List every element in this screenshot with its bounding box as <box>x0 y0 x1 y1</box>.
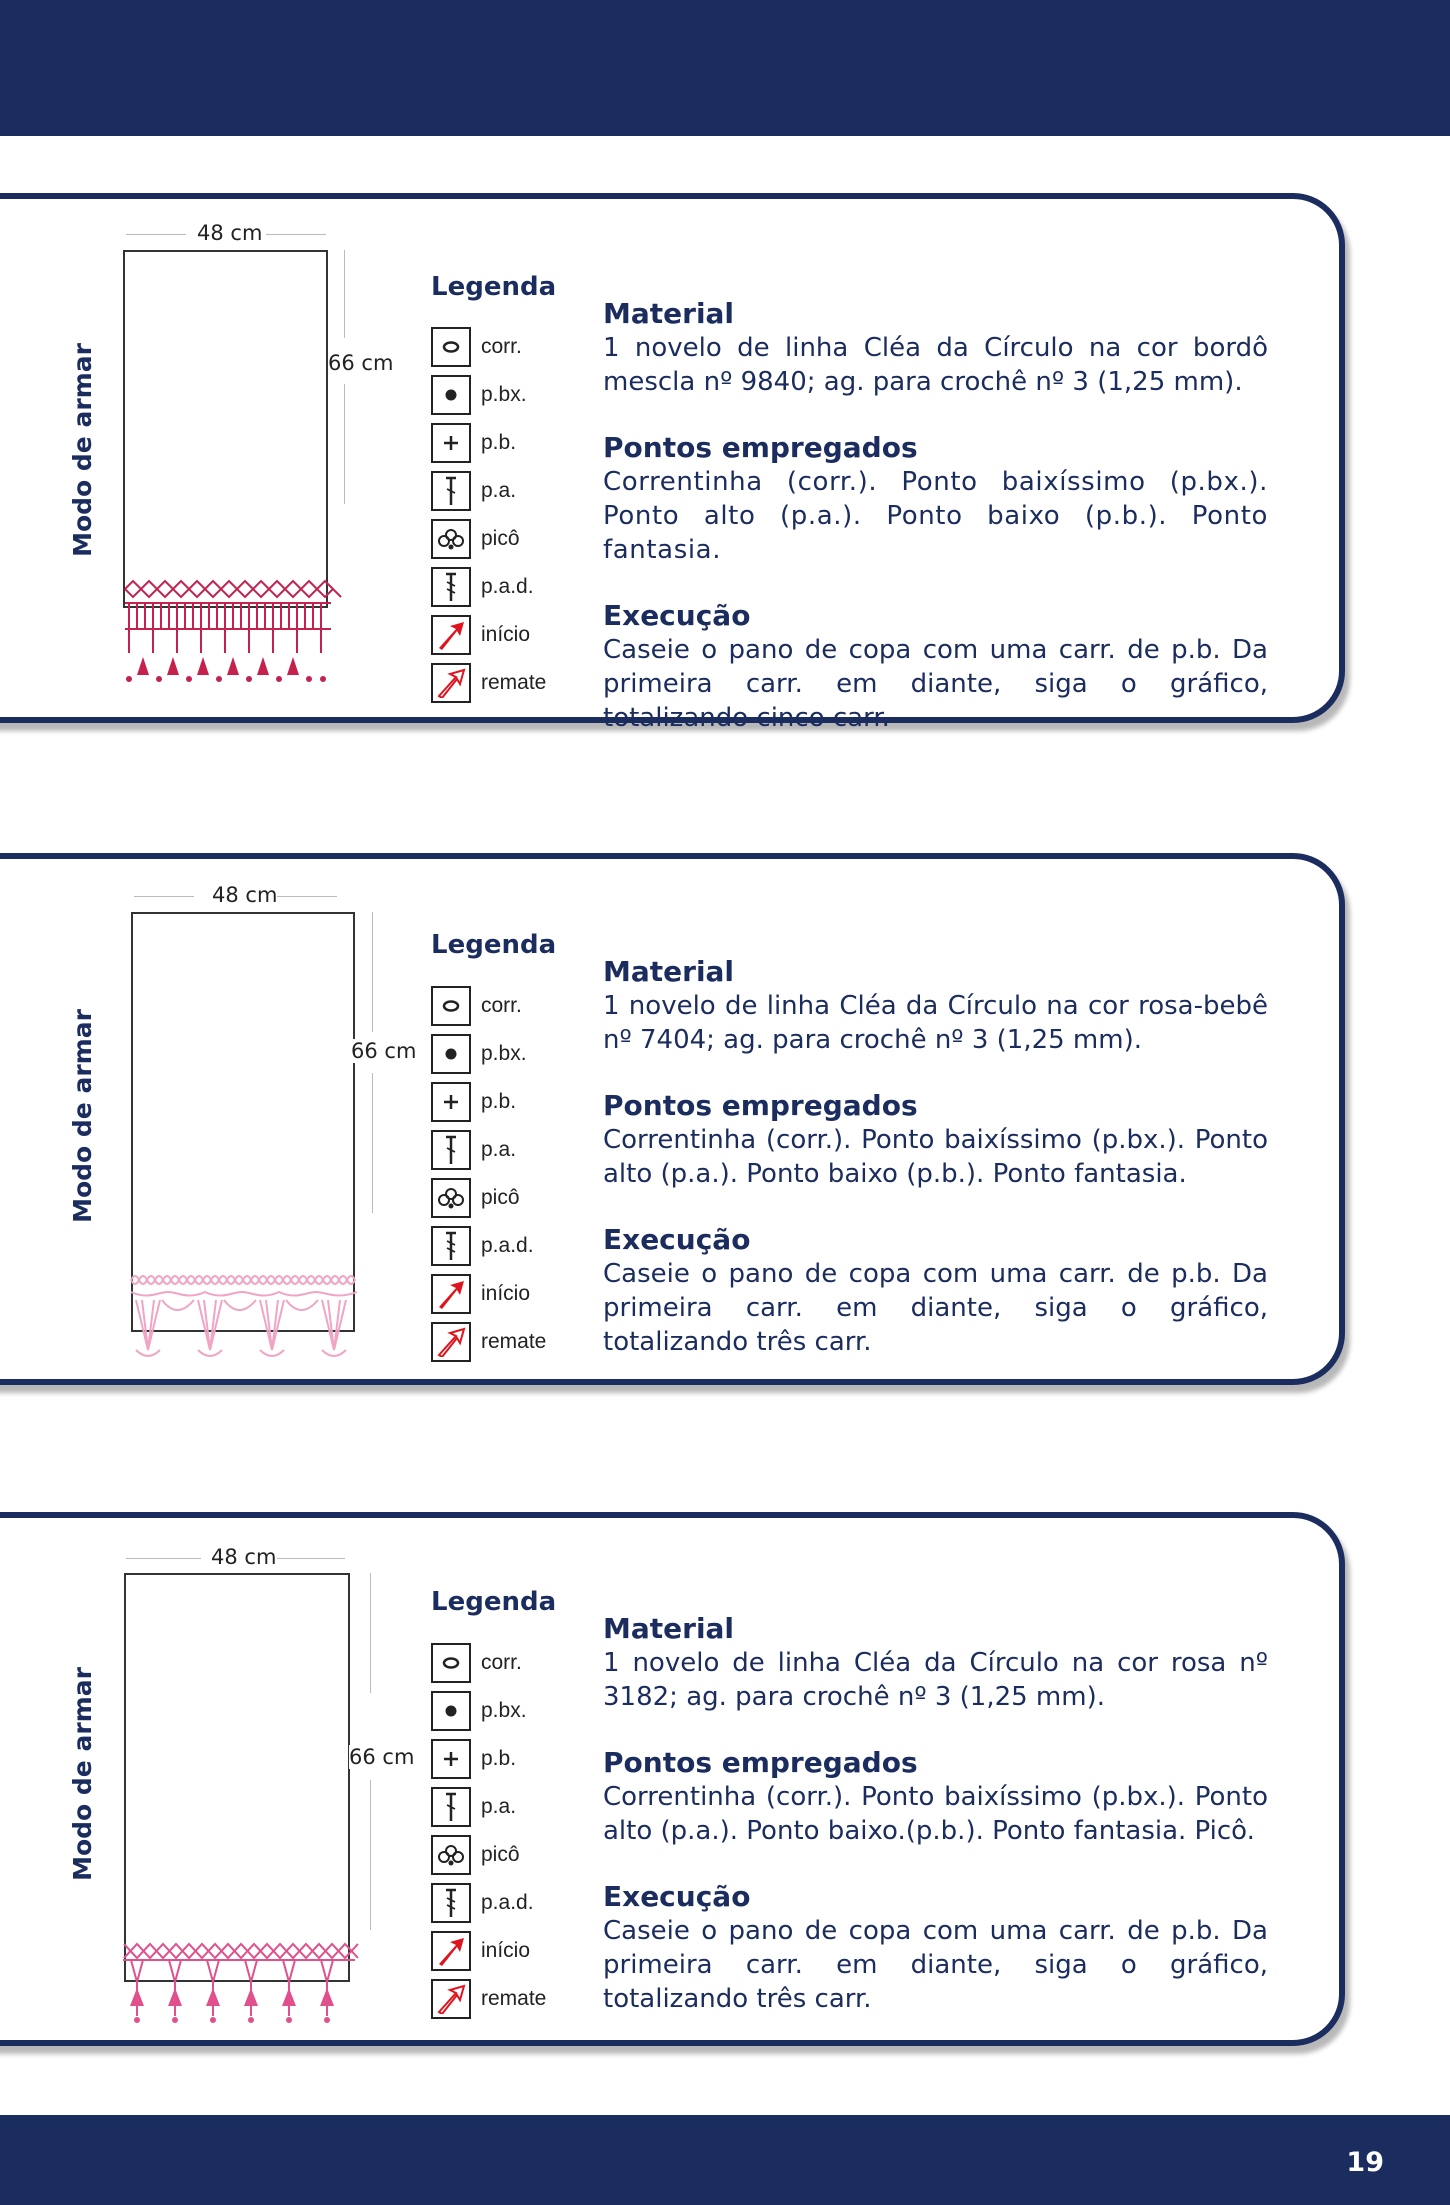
height-label: 66 cm <box>349 1745 415 1769</box>
finish-arrow-icon <box>431 1979 471 2019</box>
legend-item <box>431 982 546 1030</box>
legend-item <box>431 1078 546 1126</box>
execution-title: Execução <box>603 1880 751 1913</box>
execution-text: Caseie o pano de copa com uma carr. de p.b. Da primeira carr. em diante, siga o gráfico, totalizando cinco carr. <box>603 635 1268 733</box>
legend-label: p.b. <box>481 431 517 454</box>
legend-label: picô <box>481 527 520 550</box>
chain-stitch-icon <box>431 327 471 367</box>
legend-list <box>431 982 546 1366</box>
legend-label: remate <box>481 1987 547 2010</box>
legend-label: p.bx. <box>481 1042 527 1065</box>
legend-title: Legenda <box>431 930 557 960</box>
instructions <box>603 1612 1268 2048</box>
slip-stitch-icon <box>431 375 471 415</box>
legend-label: início <box>481 1282 531 1305</box>
crochet-edging-chart <box>123 579 333 691</box>
execution-text: Caseie o pano de copa com uma carr. de p.b. Da primeira carr. em diante, siga o gráfico, totalizando três carr. <box>603 1916 1268 2014</box>
width-label: 48 cm <box>212 883 278 907</box>
instructions <box>603 297 1268 767</box>
double-crochet-icon <box>431 1130 471 1170</box>
material-text: 1 novelo de linha Cléa da Círculo na cor bordô mescla nº 9840; ag. para crochê nº 3 (1,25 mm). <box>603 333 1268 397</box>
legend-item <box>431 515 546 563</box>
legend-item <box>431 1030 546 1078</box>
legend-title: Legenda <box>431 1587 557 1617</box>
height-label: 66 cm <box>351 1039 417 1063</box>
width-dimension-line <box>277 896 337 897</box>
material-text: 1 novelo de linha Cléa da Círculo na cor rosa nº 3182; ag. para crochê nº 3 (1,25 mm). <box>603 1648 1268 1712</box>
legend-item <box>431 323 546 371</box>
legend-item <box>431 1222 546 1270</box>
towel-outline <box>123 250 328 608</box>
page-number: 19 <box>1346 2147 1384 2178</box>
legend-label: início <box>481 1939 531 1962</box>
legend-label: corr. <box>481 1651 522 1674</box>
legend-label: p.bx. <box>481 1699 527 1722</box>
width-dimension-line <box>126 1558 201 1559</box>
slip-stitch-icon <box>431 1691 471 1731</box>
legend-label: picô <box>481 1843 520 1866</box>
treble-crochet-icon <box>431 567 471 607</box>
legend-item <box>431 1783 546 1831</box>
legend-item <box>431 1270 546 1318</box>
start-arrow-icon <box>431 1931 471 1971</box>
legend-label: p.b. <box>481 1090 517 1113</box>
height-dimension-line <box>372 1073 373 1213</box>
start-arrow-icon <box>431 1274 471 1314</box>
legend-title: Legenda <box>431 272 557 302</box>
start-arrow-icon <box>431 615 471 655</box>
legend-item <box>431 1975 546 2023</box>
legend-item <box>431 1639 546 1687</box>
stitches-title: Pontos empregados <box>603 1089 918 1122</box>
instructions <box>603 955 1268 1391</box>
picot-icon <box>431 1178 471 1218</box>
finish-arrow-icon <box>431 663 471 703</box>
width-label: 48 cm <box>211 1545 277 1569</box>
execution-title: Execução <box>603 599 751 632</box>
legend-item <box>431 371 546 419</box>
single-crochet-icon <box>431 1739 471 1779</box>
towel-outline <box>131 912 355 1332</box>
legend-item <box>431 659 546 707</box>
legend-item <box>431 1831 546 1879</box>
legend-item <box>431 1879 546 1927</box>
width-dimension-line <box>277 1558 345 1559</box>
material-title: Material <box>603 955 735 988</box>
width-dimension-line <box>134 896 194 897</box>
legend-label: picô <box>481 1186 520 1209</box>
height-label: 66 cm <box>328 351 394 375</box>
legend-label: p.a. <box>481 479 517 502</box>
height-dimension-line <box>372 912 373 1032</box>
width-label: 48 cm <box>197 221 263 245</box>
legend-label: p.a. <box>481 1138 517 1161</box>
width-dimension-line <box>266 234 326 235</box>
legend-label: remate <box>481 671 547 694</box>
legend-label: p.a.d. <box>481 1891 534 1914</box>
legend-label: p.b. <box>481 1747 517 1770</box>
pattern-card-2 <box>0 853 1345 1385</box>
legend-item <box>431 467 546 515</box>
legend-item <box>431 1687 546 1735</box>
legend-label: corr. <box>481 335 522 358</box>
legend-label: início <box>481 623 531 646</box>
slip-stitch-icon <box>431 1034 471 1074</box>
side-label: Modo de armar <box>68 343 97 557</box>
single-crochet-icon <box>431 423 471 463</box>
side-label: Modo de armar <box>68 1009 97 1223</box>
footer-band <box>0 2115 1450 2205</box>
stitches-title: Pontos empregados <box>603 1746 918 1779</box>
material-title: Material <box>603 297 735 330</box>
legend-item <box>431 1735 546 1783</box>
picot-icon <box>431 1835 471 1875</box>
legend-item <box>431 419 546 467</box>
legend-label: remate <box>481 1330 547 1353</box>
legend-item <box>431 563 546 611</box>
legend-item <box>431 611 546 659</box>
double-crochet-icon <box>431 471 471 511</box>
finish-arrow-icon <box>431 1322 471 1362</box>
stitches-text: Correntinha (corr.). Ponto baixíssimo (p.bx.). Ponto alto (p.a.). Ponto baixo (p.b.). Ponto fantasia. <box>603 1125 1268 1189</box>
legend-label: p.a.d. <box>481 1234 534 1257</box>
picot-icon <box>431 519 471 559</box>
legend-label: p.bx. <box>481 383 527 406</box>
legend-list <box>431 1639 546 2023</box>
double-crochet-icon <box>431 1787 471 1827</box>
side-label: Modo de armar <box>68 1667 97 1881</box>
stitches-text: Correntinha (corr.). Ponto baixíssimo (p.bx.). Ponto alto (p.a.). Ponto baixo.(p.b.). Ponto fantasia. Picô. <box>603 1782 1268 1846</box>
execution-text: Caseie o pano de copa com uma carr. de p.b. Da primeira carr. em diante, siga o gráfico, totalizando três carr. <box>603 1259 1268 1357</box>
stitches-text: Correntinha (corr.). Ponto baixíssimo (p.bx.). Ponto alto (p.a.). Ponto baixo (p.b.). Ponto fantasia. <box>603 467 1268 565</box>
legend-label: corr. <box>481 994 522 1017</box>
pattern-card-3 <box>0 1512 1345 2046</box>
chain-stitch-icon <box>431 986 471 1026</box>
height-dimension-line <box>370 1780 371 1930</box>
single-crochet-icon <box>431 1082 471 1122</box>
height-dimension-line <box>370 1573 371 1693</box>
legend-item <box>431 1318 546 1366</box>
material-title: Material <box>603 1612 735 1645</box>
height-dimension-line <box>344 250 345 338</box>
height-dimension-line <box>344 384 345 504</box>
chain-stitch-icon <box>431 1643 471 1683</box>
header-band <box>0 0 1450 136</box>
towel-outline <box>124 1573 350 1982</box>
legend-item <box>431 1174 546 1222</box>
width-dimension-line <box>126 234 186 235</box>
execution-title: Execução <box>603 1223 751 1256</box>
legend-item <box>431 1927 546 1975</box>
legend-list <box>431 323 546 707</box>
legend-label: p.a.d. <box>481 575 534 598</box>
legend-label: p.a. <box>481 1795 517 1818</box>
material-text: 1 novelo de linha Cléa da Círculo na cor rosa-bebê nº 7404; ag. para crochê nº 3 (1,25 mm). <box>603 991 1268 1055</box>
crochet-edging-chart <box>128 1270 360 1366</box>
stitches-title: Pontos empregados <box>603 431 918 464</box>
legend-item <box>431 1126 546 1174</box>
pattern-card-1 <box>0 193 1345 733</box>
crochet-edging-chart <box>121 1938 357 2034</box>
treble-crochet-icon <box>431 1883 471 1923</box>
treble-crochet-icon <box>431 1226 471 1266</box>
